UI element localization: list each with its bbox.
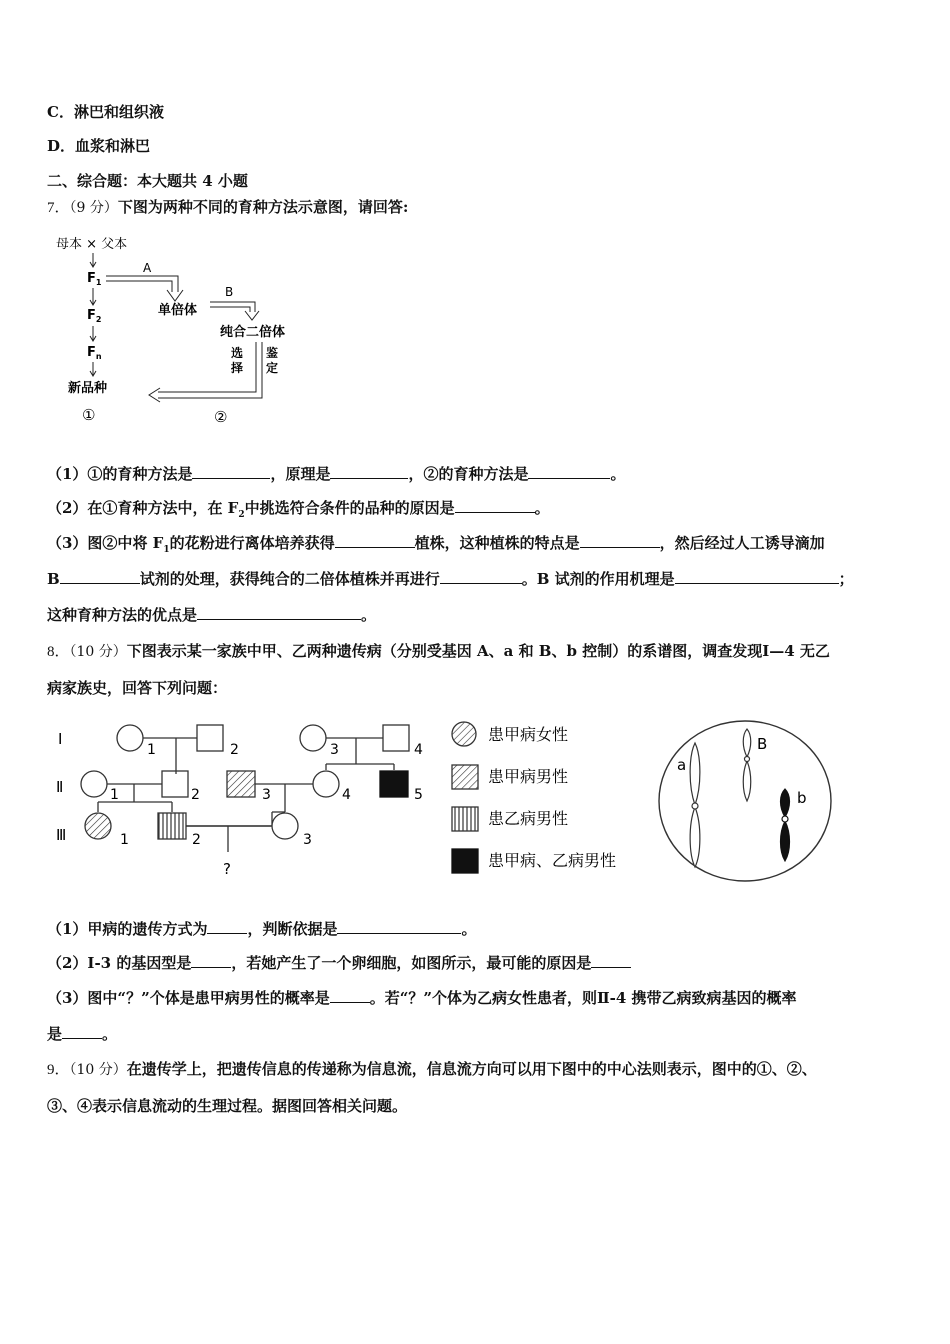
q8-sub3-blank-1[interactable] — [330, 988, 370, 1003]
chromosome-label-a: a — [677, 756, 687, 774]
diagram-identify-1: 鉴 — [266, 346, 279, 360]
pedigree-iii-3-number: 3 — [303, 832, 312, 848]
q7-sub3-line1 — [47, 533, 825, 560]
q7-sub3-subscript: 1 — [163, 545, 170, 555]
pedigree-iii-2-male-affected-b — [158, 813, 186, 839]
q8-sub3-line1 — [47, 988, 797, 1008]
diagram-label-a: A — [143, 261, 152, 275]
q8-sub3-text-2: 。若“？”个体为乙病女性患者，则Ⅱ-4 携带乙病致病基因的概率 — [369, 989, 797, 1007]
diagram-haploid: 单倍体 — [158, 303, 198, 318]
diagram-pure-diploid: 纯合二倍体 — [220, 325, 286, 340]
q7-stem — [47, 197, 408, 218]
pedigree-ii-5-number: 5 — [414, 787, 423, 803]
q7-sub1-text-2: ，原理是 — [270, 465, 331, 483]
q7-sub2-text-1: （2）在①育种方法中，在 F — [47, 499, 239, 517]
q7-sub3-line2 — [47, 569, 854, 589]
legend-label-male-a: 患甲病男性 — [488, 767, 569, 786]
chromosome-a — [690, 743, 700, 867]
pedigree-ii-3-number: 3 — [262, 787, 271, 803]
option-d — [47, 136, 150, 156]
q7-sub2-text-2: 中挑选符合条件的品种的原因是 — [244, 499, 455, 517]
pedigree-iii-3-female — [272, 813, 298, 839]
pedigree-i-1-number: 1 — [147, 742, 156, 758]
breeding-diagram — [50, 232, 310, 432]
pedigree-ii-1-female — [81, 771, 107, 797]
q7-sub3-l3-text-2: 。 — [361, 606, 377, 624]
gen-2-label: Ⅱ — [56, 778, 64, 796]
pedigree-i-2-male — [197, 725, 223, 751]
q7-sub3-l2-text-2: 试剂的处理，获得纯合的二倍体植株并再进行 — [139, 570, 440, 588]
q8-sub3-line2 — [47, 1024, 117, 1044]
q7-sub2-text-3: 。 — [534, 499, 550, 517]
q9-stem-line2: ③、④表示信息流动的生理过程。据图回答相关问题。 — [47, 1097, 408, 1115]
legend-symbol-male-ab — [452, 849, 478, 873]
pedigree-iii-2-number: 2 — [192, 832, 201, 848]
pedigree-i-4-male — [383, 725, 409, 751]
q7-sub3-text-4: ，然后经过人工诱导滴加 — [659, 534, 825, 552]
q8-sub3-l2-text-1: 是 — [47, 1025, 63, 1043]
diagram-circle-2: ② — [214, 408, 228, 426]
q8-sub2-text-2: ，若她产生了一个卵细胞，如图所示，最可能的原因是 — [231, 954, 592, 972]
chromosome-label-b: b — [797, 789, 807, 807]
q7-sub2-blank[interactable] — [455, 498, 535, 513]
legend-symbol-male-b — [452, 807, 478, 831]
q8-number: 8． — [47, 644, 70, 660]
q8-sub1-text-1: （1）甲病的遗传方式为 — [47, 920, 208, 938]
q8-sub3-l2-text-2: 。 — [102, 1025, 118, 1043]
q7-sub3-blank-1[interactable] — [335, 533, 415, 548]
q8-sub2 — [47, 953, 631, 973]
option-c-text: 淋巴和组织液 — [73, 103, 164, 121]
option-d-text: 血浆和淋巴 — [75, 137, 151, 155]
q8-sub1-blank-2[interactable] — [337, 919, 461, 934]
diagram-f1: $F_1$ — [87, 271, 102, 287]
pedigree-i-3-female — [300, 725, 326, 751]
diagram-select-1: 选 — [231, 346, 244, 360]
diagram-parents: 母本 × 父本 — [56, 237, 128, 252]
q8-sub1-blank-1[interactable] — [207, 919, 247, 934]
q8-sub2-text-1: （2）Ⅰ-3 的基因型是 — [47, 954, 192, 972]
q8-sub1 — [47, 919, 476, 939]
option-d-letter: D． — [47, 137, 76, 155]
pedigree-ii-4-female — [313, 771, 339, 797]
q7-sub3-text-1: （3）图②中将 F — [47, 534, 164, 552]
q8-sub2-blank-2[interactable] — [591, 953, 631, 968]
option-c — [47, 102, 164, 122]
section-2-title: 二、综合题：本大题共 4 小题 — [47, 172, 248, 190]
pedigree-iii-1-number: 1 — [120, 832, 129, 848]
q8-stem-text-1: 下图表示某一家族中甲、乙两种遗传病（分别受基因 A、a 和 B、b 控制）的系谱图，调查发现Ⅰ—4 无乙 — [126, 642, 830, 660]
pedigree-question-mark: ? — [223, 860, 231, 878]
q7-sub1-text-1: （1）①的育种方法是 — [47, 465, 193, 483]
q8-stem-line1 — [47, 641, 830, 662]
pedigree-ii-2-number: 2 — [191, 787, 200, 803]
diagram-select-2: 择 — [231, 361, 244, 375]
pedigree-iii-1-female-affected-a — [85, 813, 111, 839]
pedigree-ii-1-number: 1 — [110, 787, 119, 803]
q7-score: （9 分） — [69, 200, 118, 216]
pedigree-chart — [50, 712, 650, 887]
q7-sub2 — [47, 498, 550, 525]
q8-stem-line2: 病家族史，回答下列问题： — [47, 679, 228, 697]
q7-sub3-text-2: 的花粉进行离体培养获得 — [169, 534, 335, 552]
legend-symbol-male-a — [452, 765, 478, 789]
q7-sub3-l2-text-3: 。B 试剂的作用机理是 — [521, 570, 675, 588]
q7-sub3-l2-text-4: ； — [838, 570, 854, 588]
diagram-fn: $F_n$ — [87, 345, 102, 361]
q8-sub1-text-3: 。 — [461, 920, 477, 938]
q8-sub2-blank-1[interactable] — [191, 953, 231, 968]
q7-sub2-subscript: 2 — [238, 510, 245, 520]
legend-symbol-female-a — [452, 722, 476, 746]
legend-label-male-b: 患乙病男性 — [488, 809, 569, 828]
q7-sub1-blank-2[interactable] — [330, 464, 408, 479]
legend-label-female-a: 患甲病女性 — [488, 725, 569, 744]
pedigree-i-3-number: 3 — [330, 742, 339, 758]
q7-sub3-blank-4[interactable] — [440, 569, 522, 584]
q7-sub1-blank-1[interactable] — [192, 464, 270, 479]
q9-stem-line1 — [47, 1059, 817, 1080]
q9-stem-text-1: 在遗传学上，把遗传信息的传递称为信息流，信息流方向可以用下图中的中心法则表示，图中的①、②、 — [126, 1060, 817, 1078]
pedigree-i-2-number: 2 — [230, 742, 239, 758]
q8-sub1-text-2: ，判断依据是 — [247, 920, 338, 938]
gen-3-label: Ⅲ — [56, 826, 67, 844]
diagram-identify-2: 定 — [266, 361, 279, 375]
q7-sub3-text-3: 植株，这种植株的特点是 — [414, 534, 580, 552]
q7-sub1-blank-3[interactable] — [528, 464, 610, 479]
q7-sub3-blank-5[interactable] — [675, 569, 839, 584]
pedigree-ii-3-male-affected-a — [227, 771, 255, 797]
q9-number: 9． — [47, 1062, 70, 1078]
diagram-label-b: B — [225, 285, 234, 299]
diagram-circle-1: ① — [82, 406, 96, 424]
q8-sub3-blank-2[interactable] — [62, 1024, 102, 1039]
chromosome-label-B: B — [757, 735, 768, 753]
q7-sub1-text-4: 。 — [610, 465, 626, 483]
q7-sub3-line3 — [47, 605, 376, 625]
diagram-f2: $F_2$ — [87, 308, 102, 324]
pedigree-ii-4-number: 4 — [342, 787, 351, 803]
pedigree-i-1-female — [117, 725, 143, 751]
q9-score: （10 分） — [69, 1062, 127, 1078]
q8-sub3-text-1: （3）图中“？”个体是患甲病男性的概率是 — [47, 989, 330, 1007]
pedigree-ii-5-male-affected-ab — [380, 771, 408, 797]
q7-sub1-text-3: ，②的育种方法是 — [408, 465, 529, 483]
q7-sub3-blank-2[interactable] — [580, 533, 660, 548]
q7-sub3-l2-text-1: B — [47, 570, 60, 588]
q7-stem-text: 下图为两种不同的育种方法示意图，请回答: — [117, 198, 409, 216]
diagram-new-variety: 新品种 — [68, 381, 108, 396]
q7-number: 7． — [47, 200, 70, 216]
q7-sub3-blank-6[interactable] — [197, 605, 361, 620]
q7-sub3-l3-text-1: 这种育种方法的优点是 — [47, 606, 198, 624]
q7-sub1 — [47, 464, 626, 484]
option-c-letter: C． — [47, 103, 74, 121]
pedigree-ii-2-male — [162, 771, 188, 797]
q8-score: （10 分） — [69, 644, 127, 660]
gen-1-label: Ⅰ — [58, 730, 63, 748]
q7-sub3-blank-3[interactable] — [60, 569, 140, 584]
legend-label-male-ab: 患甲病、乙病男性 — [488, 851, 617, 870]
pedigree-i-4-number: 4 — [414, 742, 423, 758]
egg-cell-diagram — [655, 715, 835, 885]
